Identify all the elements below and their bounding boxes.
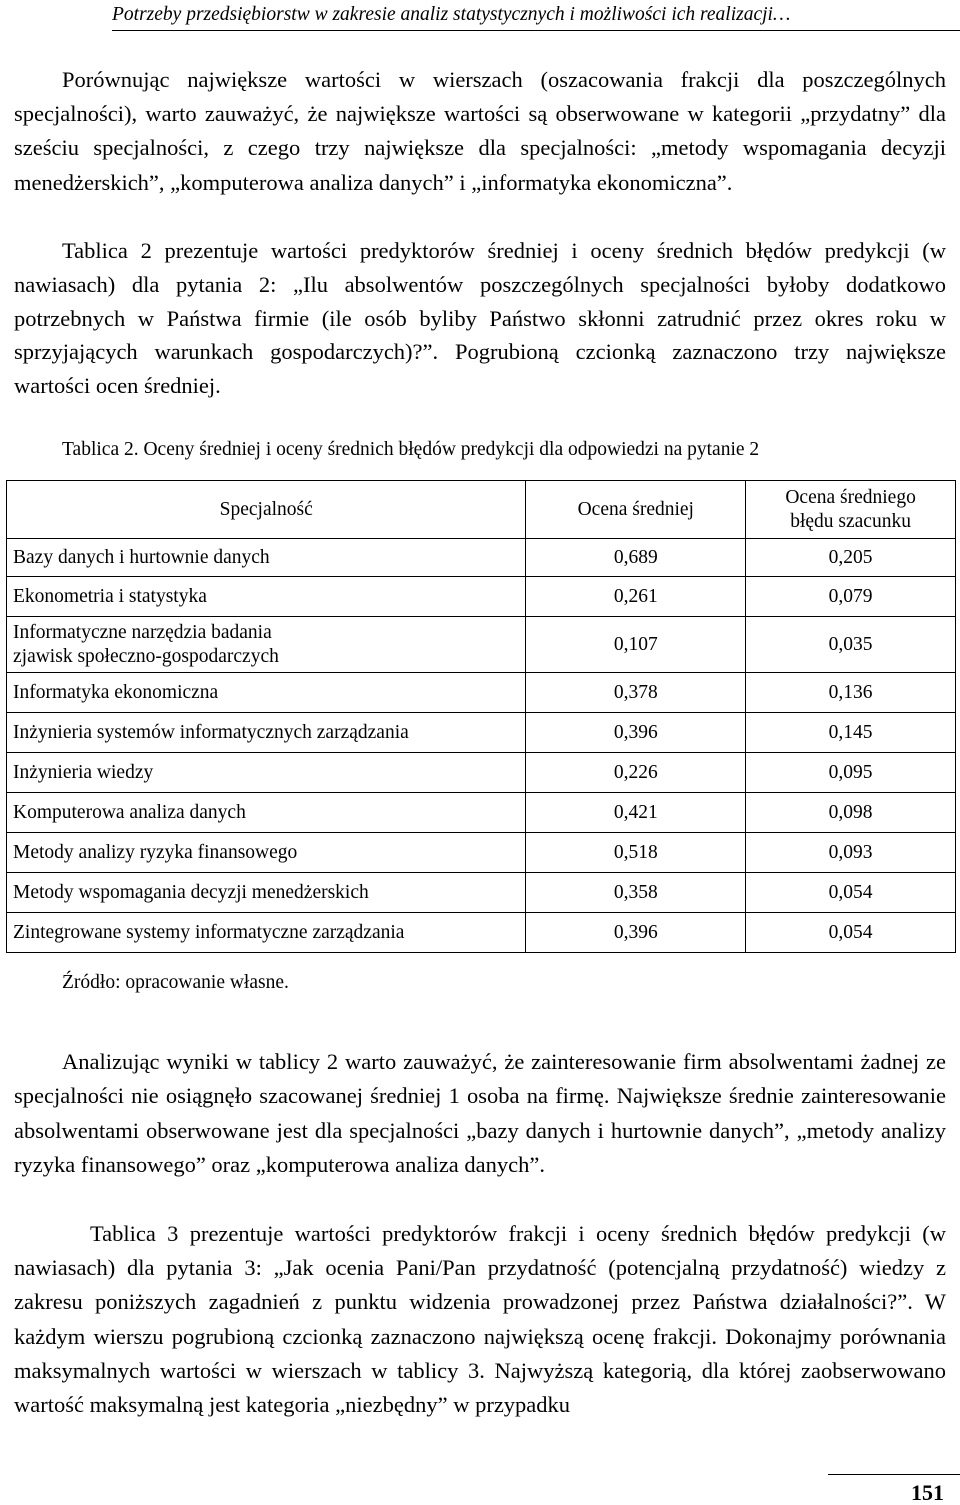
- row-name: Komputerowa analiza danych: [7, 793, 526, 833]
- running-header: Potrzeby przedsiębiorstw w zakresie analiz statystycznych i możliwości ich realizacji…: [112, 4, 791, 25]
- row-name: Inżynieria systemów informatycznych zarządzania: [7, 713, 526, 753]
- table-row: [7, 753, 956, 793]
- table-caption: Tablica 2. Oceny średniej i oceny średnich błędów predykcji dla odpowiedzi na pytanie 2: [62, 439, 760, 460]
- header-error-line2: błędu szacunku: [790, 510, 911, 532]
- row-error: 0,095: [746, 753, 956, 793]
- row-name: Metody wspomagania decyzji menedżerskich: [7, 873, 526, 913]
- row-error: 0,035: [746, 617, 956, 673]
- row-name: Zintegrowane systemy informatyczne zarządzania: [7, 913, 526, 953]
- paragraph-comparison: Porównując największe wartości w wierszach (oszacowania frakcji dla poszczególnych specjalności), warto zauważyć, że największe wartości są obserwowane w kategorii „przydatny” dla sześciu specjalności, z czego trzy największe dla specjalności: „metody wspomagania decyzji menedżerskich”, „komputerowa analiza danych” i „informatyka ekonomiczna”.: [14, 67, 946, 195]
- table-row: [7, 577, 956, 617]
- row-error: 0,205: [746, 539, 956, 577]
- table-row: [7, 833, 956, 873]
- row-error: 0,145: [746, 713, 956, 753]
- table-row: [7, 539, 956, 577]
- table-row: [7, 793, 956, 833]
- table-row: [7, 713, 956, 753]
- table-row: [7, 673, 956, 713]
- row-mean: 0,421: [526, 793, 746, 833]
- row-name: Bazy danych i hurtownie danych: [7, 539, 526, 577]
- row-error: 0,054: [746, 873, 956, 913]
- page-number: 151: [911, 1480, 944, 1505]
- header-divider: [112, 30, 960, 31]
- row-name: Informatyka ekonomiczna: [7, 673, 526, 713]
- row-error: 0,054: [746, 913, 956, 953]
- row-mean: 0,107: [526, 617, 746, 673]
- paragraph-table2-intro: Tablica 2 prezentuje wartości predyktorów średniej i oceny średnich błędów predykcji (w nawiasach) dla pytania 2: „Ilu absolwentów poszczególnych specjalności byłoby dodatkowo potrzebnych w Państwa firmie (ile osób byliby Państwo skłonni zatrudnić przez okres roku w sprzyjających warunkach gospodarczych)?”. Pogrubioną czcionką zaznaczono trzy największe wartości ocen średniej.: [14, 238, 946, 399]
- table-row: [7, 873, 956, 913]
- footer-divider: [828, 1474, 960, 1475]
- header-specialty: Specjalność: [7, 481, 526, 539]
- table-row: [7, 617, 956, 673]
- table-header-row: [7, 481, 956, 539]
- header-mean: Ocena średniej: [526, 481, 746, 539]
- row-mean: 0,689: [526, 539, 746, 577]
- row-mean: 0,226: [526, 753, 746, 793]
- paragraph-analysis: Analizując wyniki w tablicy 2 warto zauważyć, że zainteresowanie firm absolwentami żadnej ze specjalności nie osiągnęło szacowanej średniej 1 osoba na firmę. Największe średnie zainteresowanie absolwentami obserwowane jest dla specjalności „bazy danych i hurtownie danych”, „metody analizy ryzyka finansowego” oraz „komputerowa analiza danych”.: [14, 1049, 946, 1178]
- row-mean: 0,396: [526, 713, 746, 753]
- row-error: 0,093: [746, 833, 956, 873]
- row-name: [7, 617, 526, 673]
- row-mean: 0,378: [526, 673, 746, 713]
- row-name: Inżynieria wiedzy: [7, 753, 526, 793]
- header-error: [746, 481, 956, 539]
- row-name: Ekonometria i statystyka: [7, 577, 526, 617]
- row-error: 0,098: [746, 793, 956, 833]
- results-table: [6, 480, 956, 953]
- row-mean: 0,358: [526, 873, 746, 913]
- row-name-line2: zjawisk społeczno-gospodarczych: [13, 645, 279, 667]
- row-error: 0,136: [746, 673, 956, 713]
- row-error: 0,079: [746, 577, 956, 617]
- paragraph-table3-intro: Tablica 3 prezentuje wartości predyktorów frakcji i oceny średnich błędów predykcji (w nawiasach) dla pytania 3: „Jak ocenia Pani/Pan przydatność (potencjalną przydatność) wiedzy z zakresu poniższych zagadnień z punktu widzenia prowadzonej przez Państwa działalności?”. W każdym wierszu pogrubioną czcionką zaznaczono największą ocenę frakcji. Dokonajmy porównania maksymalnych wartości w wierszach w tablicy 3. Najwyższą kategorią, dla której zaobserwowano wartość maksymalną jest kategoria „niezbędny” w przypadku: [14, 1221, 946, 1418]
- row-name: Metody analizy ryzyka finansowego: [7, 833, 526, 873]
- row-mean: 0,518: [526, 833, 746, 873]
- row-name-line1: Informatyczne narzędzia badania: [13, 621, 272, 643]
- table-row: [7, 913, 956, 953]
- table-source-note: Źródło: opracowanie własne.: [62, 972, 289, 993]
- header-error-line1: Ocena średniego: [785, 486, 916, 508]
- row-mean: 0,261: [526, 577, 746, 617]
- row-mean: 0,396: [526, 913, 746, 953]
